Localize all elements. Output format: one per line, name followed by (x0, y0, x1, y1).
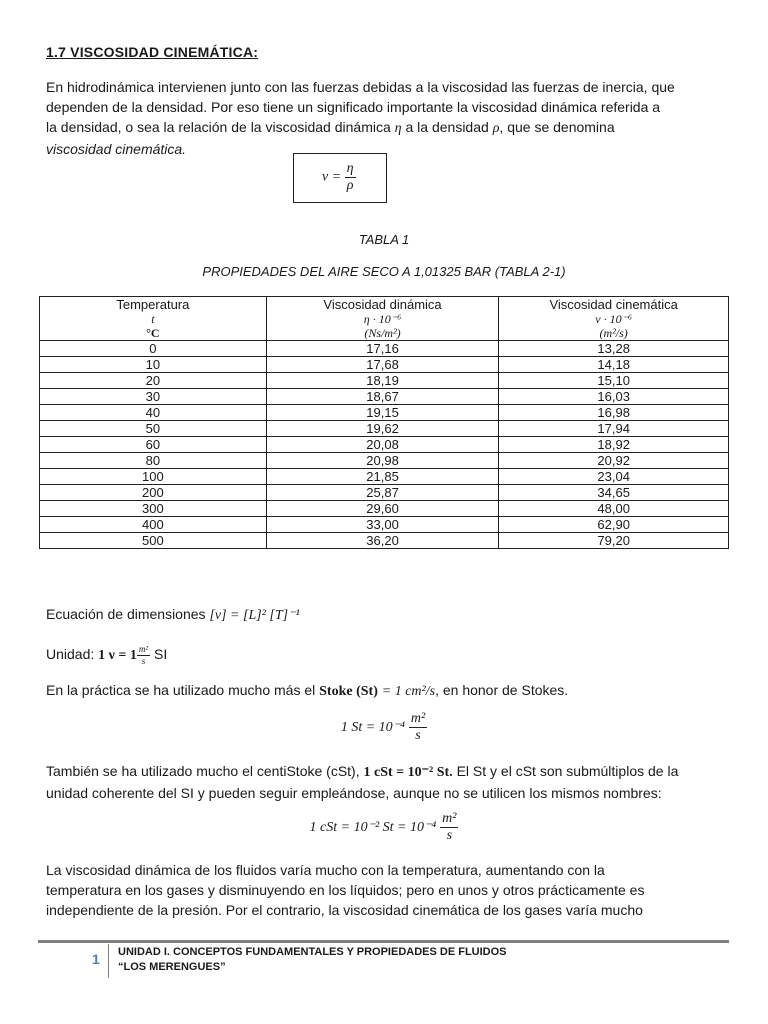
cell-kinematic-viscosity: 79,20 (499, 533, 729, 549)
unit-text: Unidad: (46, 646, 95, 662)
cell-temperature: 0 (40, 341, 267, 357)
cell-temperature: 40 (40, 405, 267, 421)
header-symbol: ν · 10⁻⁶ (595, 312, 633, 326)
cell-temperature: 400 (40, 517, 267, 533)
table-row (40, 469, 729, 485)
cst-denominator: s (446, 828, 453, 843)
cst-lhs: 1 cSt = 10⁻² St = 10⁻⁴ (309, 820, 437, 836)
table-title: TABLA 1 (358, 232, 410, 247)
cell-kinematic-viscosity: 23,04 (499, 469, 729, 485)
centistoke-paragraph (46, 761, 726, 803)
final-paragraph (46, 860, 726, 920)
table-header-row (40, 297, 729, 341)
table-row (40, 421, 729, 437)
header-label: Viscosidad cinemática (549, 297, 678, 312)
formula-denominator: ρ (346, 178, 354, 193)
unit-fraction (137, 645, 150, 666)
st-lhs: 1 St = 10⁻⁴ (340, 720, 405, 736)
unit-line (46, 644, 167, 666)
intro-text: a la densidad (405, 119, 489, 135)
cell-temperature: 30 (40, 389, 267, 405)
cell-dynamic-viscosity: 18,67 (266, 389, 499, 405)
intro-paragraph (46, 77, 726, 159)
centi-math: 1 cSt = 10⁻² St. (363, 765, 453, 780)
cell-dynamic-viscosity: 21,85 (266, 469, 499, 485)
header-unit: (Ns/m²) (364, 326, 401, 340)
table-subtitle: PROPIEDADES DEL AIRE SECO A 1,01325 BAR (TABLA 2-1) (202, 264, 566, 279)
table-row (40, 485, 729, 501)
stoke-text: En la práctica se ha utilizado mucho más el (46, 682, 316, 698)
intro-line: dependen de la densidad. Por eso tiene un significado importante la viscosidad dinámica referida a (46, 99, 661, 115)
cell-dynamic-viscosity: 25,87 (266, 485, 499, 501)
properties-table (39, 296, 729, 549)
footer-unit-title: UNIDAD I. CONCEPTOS FUNDAMENTALES Y PROPIEDADES DE FLUIDOS (118, 946, 507, 958)
cell-dynamic-viscosity: 20,98 (266, 453, 499, 469)
header-kinematic-viscosity (499, 297, 729, 341)
cell-temperature: 200 (40, 485, 267, 501)
stoke-paragraph (46, 680, 568, 702)
cell-dynamic-viscosity: 36,20 (266, 533, 499, 549)
table-row (40, 437, 729, 453)
header-label: Temperatura (116, 297, 190, 312)
table-row (40, 405, 729, 421)
footer-author: “LOS MERENGUES” (118, 961, 226, 973)
footer-separator (108, 944, 109, 978)
unit-math: 1 ν = 1 (98, 648, 137, 663)
cell-kinematic-viscosity: 20,92 (499, 453, 729, 469)
footer-divider (38, 940, 729, 943)
page-number: 1 (92, 951, 100, 967)
cell-temperature: 50 (40, 421, 267, 437)
formula-box (293, 153, 387, 203)
header-symbol: t (151, 312, 155, 326)
centistoke-equation (0, 812, 768, 843)
cell-temperature: 20 (40, 373, 267, 389)
cell-kinematic-viscosity: 34,65 (499, 485, 729, 501)
centi-line: unidad coherente del SI y pueden seguir empleándose, aunque no se utilicen los mismos nombres: (46, 785, 662, 801)
intro-text: , que se denomina (499, 119, 615, 135)
cell-dynamic-viscosity: 20,08 (266, 437, 499, 453)
dimension-math: [ν] = [L]² [T]⁻¹ (209, 608, 300, 623)
rho-symbol: ρ (492, 121, 500, 136)
table-row (40, 357, 729, 373)
unit-si: SI (153, 646, 168, 662)
cell-temperature: 100 (40, 469, 267, 485)
st-numerator: m² (410, 711, 426, 726)
cst-numerator: m² (442, 811, 457, 826)
header-symbol: η · 10⁻⁶ (363, 312, 402, 326)
table-row (40, 341, 729, 357)
formula-fraction (345, 162, 356, 193)
table-row (40, 517, 729, 533)
cell-kinematic-viscosity: 15,10 (499, 373, 729, 389)
table-row (40, 453, 729, 469)
cell-dynamic-viscosity: 18,19 (266, 373, 499, 389)
intro-line: viscosidad cinemática. (46, 141, 187, 157)
cst-fraction (440, 812, 458, 843)
cell-dynamic-viscosity: 19,62 (266, 421, 499, 437)
centi-text: El St y el cSt son submúltiplos de la (456, 763, 679, 779)
cell-kinematic-viscosity: 48,00 (499, 501, 729, 517)
cell-temperature: 300 (40, 501, 267, 517)
header-label: Viscosidad dinámica (323, 297, 442, 312)
st-fraction (409, 712, 427, 743)
formula-numerator: η (346, 161, 354, 176)
stoke-math: = 1 cm²/s (381, 684, 436, 699)
cell-kinematic-viscosity: 16,03 (499, 389, 729, 405)
stoke-text: , en honor de Stokes. (435, 682, 569, 698)
stoke-equation (0, 712, 768, 743)
cell-dynamic-viscosity: 19,15 (266, 405, 499, 421)
cell-temperature: 80 (40, 453, 267, 469)
cell-kinematic-viscosity: 13,28 (499, 341, 729, 357)
cell-dynamic-viscosity: 17,68 (266, 357, 499, 373)
header-unit: °C (146, 326, 160, 340)
cell-kinematic-viscosity: 18,92 (499, 437, 729, 453)
table-row (40, 389, 729, 405)
intro-line (46, 117, 726, 139)
final-line: La viscosidad dinámica de los fluidos varía mucho con la temperatura, aumentando con la (46, 862, 605, 878)
cell-temperature: 10 (40, 357, 267, 373)
final-line: temperatura en los gases y disminuyendo en los líquidos; pero en unos y otros prácticamente es (46, 882, 645, 898)
cell-dynamic-viscosity: 33,00 (266, 517, 499, 533)
header-temperature (40, 297, 267, 341)
table-row (40, 373, 729, 389)
intro-line: En hidrodinámica intervienen junto con las fuerzas debidas a la viscosidad las fuerzas de inercia, que (46, 79, 675, 95)
stoke-term: Stoke (St) (319, 684, 378, 699)
formula (322, 162, 356, 193)
centi-text: También se ha utilizado mucho el centiStoke (cSt), (46, 763, 360, 779)
unit-numerator: m² (138, 643, 149, 654)
table-row (40, 501, 729, 517)
cell-temperature: 500 (40, 533, 267, 549)
cell-kinematic-viscosity: 62,90 (499, 517, 729, 533)
header-unit: (m²/s) (599, 326, 628, 340)
unit-denominator: s (141, 655, 146, 666)
header-dynamic-viscosity (266, 297, 499, 341)
formula-lhs: ν = (322, 169, 342, 185)
dimension-equation (46, 604, 300, 626)
final-line: independiente de la presión. Por el contrario, la viscosidad cinemática de los gases varía mucho (46, 902, 643, 918)
cell-kinematic-viscosity: 17,94 (499, 421, 729, 437)
section-heading: 1.7 VISCOSIDAD CINEMÁTICA: (46, 44, 259, 60)
footer-text (118, 945, 507, 975)
dimension-text: Ecuación de dimensiones (46, 606, 206, 622)
cell-dynamic-viscosity: 29,60 (266, 501, 499, 517)
intro-text: la densidad, o sea la relación de la viscosidad dinámica (46, 119, 391, 135)
cell-temperature: 60 (40, 437, 267, 453)
eta-symbol: η (394, 121, 402, 136)
cell-kinematic-viscosity: 16,98 (499, 405, 729, 421)
st-denominator: s (415, 728, 421, 743)
centi-line (46, 761, 726, 783)
cell-kinematic-viscosity: 14,18 (499, 357, 729, 373)
table-row (40, 533, 729, 549)
cell-dynamic-viscosity: 17,16 (266, 341, 499, 357)
